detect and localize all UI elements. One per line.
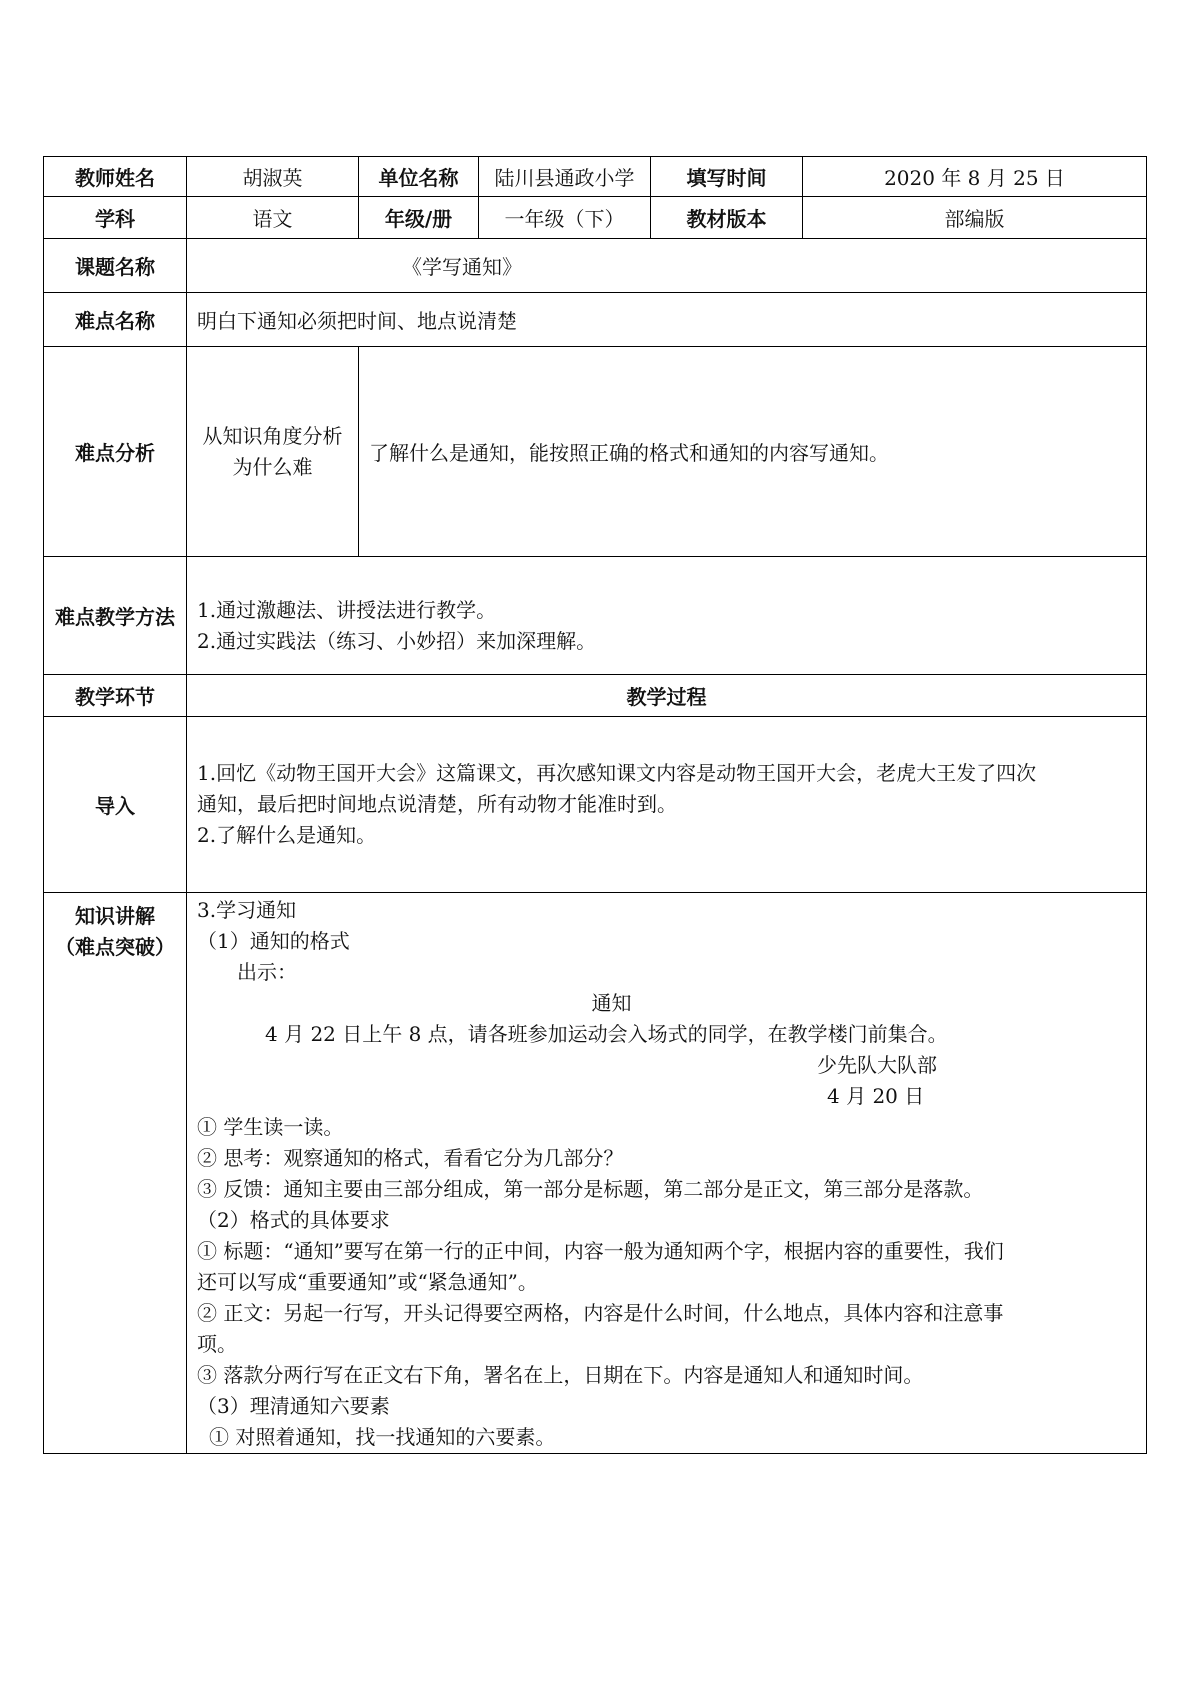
subject-label: 学科 bbox=[44, 197, 187, 239]
difficulty-value: 明白下通知必须把时间、地点说清楚 bbox=[187, 293, 1147, 347]
subject-value: 语文 bbox=[187, 197, 359, 239]
topic-row bbox=[44, 239, 1147, 293]
knowledge-line-2: （1）通知的格式 bbox=[197, 929, 350, 953]
notice-body: 4 月 22 日上午 8 点，请各班参加运动会入场式的同学，在教学楼门前集合。 bbox=[265, 1022, 948, 1046]
process-label: 教学过程 bbox=[187, 675, 1147, 717]
knowledge-line-9: 还可以写成“重要通知”或“紧急通知”。 bbox=[197, 1270, 538, 1294]
method-value bbox=[187, 557, 1147, 675]
date-label: 填写时间 bbox=[651, 157, 803, 197]
notice-date: 4 月 20 日 bbox=[827, 1084, 925, 1108]
analysis-sub-label-line1: 从知识角度分析 bbox=[202, 423, 343, 448]
analysis-sub-label bbox=[187, 347, 359, 557]
unit-value: 陆川县通政小学 bbox=[479, 157, 651, 197]
intro-content bbox=[187, 717, 1147, 893]
knowledge-line-4: ① 学生读一读。 bbox=[197, 1115, 344, 1139]
edition-label: 教材版本 bbox=[651, 197, 803, 239]
edition-value: 部编版 bbox=[803, 197, 1147, 239]
knowledge-label-line2: （难点突破） bbox=[55, 935, 175, 959]
header-row-1 bbox=[44, 157, 1147, 197]
knowledge-line-12: ③ 落款分两行写在正文右下角，署名在上，日期在下。内容是通知人和通知时间。 bbox=[197, 1363, 924, 1387]
knowledge-line-13: （3）理清通知六要素 bbox=[197, 1394, 390, 1418]
knowledge-line-14: ① 对照着通知，找一找通知的六要素。 bbox=[209, 1425, 556, 1449]
intro-line-3: 2.了解什么是通知。 bbox=[197, 823, 377, 847]
lesson-plan-sheet bbox=[43, 156, 1146, 1454]
knowledge-line-10: ② 正文：另起一行写，开头记得要空两格，内容是什么时间，什么地点，具体内容和注意事 bbox=[197, 1301, 1004, 1325]
unit-label: 单位名称 bbox=[359, 157, 479, 197]
knowledge-label-line1: 知识讲解 bbox=[75, 904, 155, 928]
intro-row bbox=[44, 717, 1147, 893]
grade-value: 一年级（下） bbox=[479, 197, 651, 239]
knowledge-line-6: ③ 反馈：通知主要由三部分组成，第一部分是标题，第二部分是正文，第三部分是落款。 bbox=[197, 1177, 984, 1201]
notice-signature: 少先队大队部 bbox=[817, 1053, 937, 1077]
analysis-row bbox=[44, 347, 1147, 557]
intro-label: 导入 bbox=[44, 717, 187, 893]
method-line-1: 1.通过激趣法、讲授法进行教学。 bbox=[197, 597, 497, 622]
knowledge-line-1: 3.学习通知 bbox=[197, 898, 297, 922]
knowledge-line-3: 出示： bbox=[237, 960, 297, 984]
knowledge-row bbox=[44, 893, 1147, 1454]
teacher-label: 教师姓名 bbox=[44, 157, 187, 197]
difficulty-row bbox=[44, 293, 1147, 347]
analysis-value: 了解什么是通知，能按照正确的格式和通知的内容写通知。 bbox=[359, 347, 1147, 557]
intro-line-1: 1.回忆《动物王国开大会》这篇课文，再次感知课文内容是动物王国开大会，老虎大王发了四次 bbox=[197, 761, 1037, 785]
knowledge-label bbox=[44, 893, 187, 1454]
date-value: 2020 年 8 月 25 日 bbox=[803, 157, 1147, 197]
method-line-2: 2.通过实践法（练习、小妙招）来加深理解。 bbox=[197, 628, 597, 653]
teacher-value: 胡淑英 bbox=[187, 157, 359, 197]
knowledge-line-11: 项。 bbox=[197, 1332, 237, 1356]
topic-value: 《学写通知》 bbox=[187, 239, 1147, 293]
notice-title: 通知 bbox=[591, 991, 632, 1015]
process-header-row bbox=[44, 675, 1147, 717]
knowledge-line-7: （2）格式的具体要求 bbox=[197, 1208, 390, 1232]
lesson-plan-table bbox=[43, 156, 1147, 1454]
intro-line-2: 通知，最后把时间地点说清楚，所有动物才能准时到。 bbox=[197, 792, 677, 816]
knowledge-content bbox=[187, 893, 1147, 1454]
method-row bbox=[44, 557, 1147, 675]
stage-label: 教学环节 bbox=[44, 675, 187, 717]
topic-label: 课题名称 bbox=[44, 239, 187, 293]
knowledge-line-5: ② 思考：观察通知的格式，看看它分为几部分？ bbox=[197, 1146, 624, 1170]
analysis-label: 难点分析 bbox=[44, 347, 187, 557]
header-row-2 bbox=[44, 197, 1147, 239]
grade-label: 年级/册 bbox=[359, 197, 479, 239]
knowledge-line-8: ① 标题：“通知”要写在第一行的正中间，内容一般为通知两个字，根据内容的重要性，我们 bbox=[197, 1239, 1004, 1263]
analysis-sub-label-line2: 为什么难 bbox=[232, 454, 313, 479]
method-label: 难点教学方法 bbox=[44, 557, 187, 675]
difficulty-label: 难点名称 bbox=[44, 293, 187, 347]
